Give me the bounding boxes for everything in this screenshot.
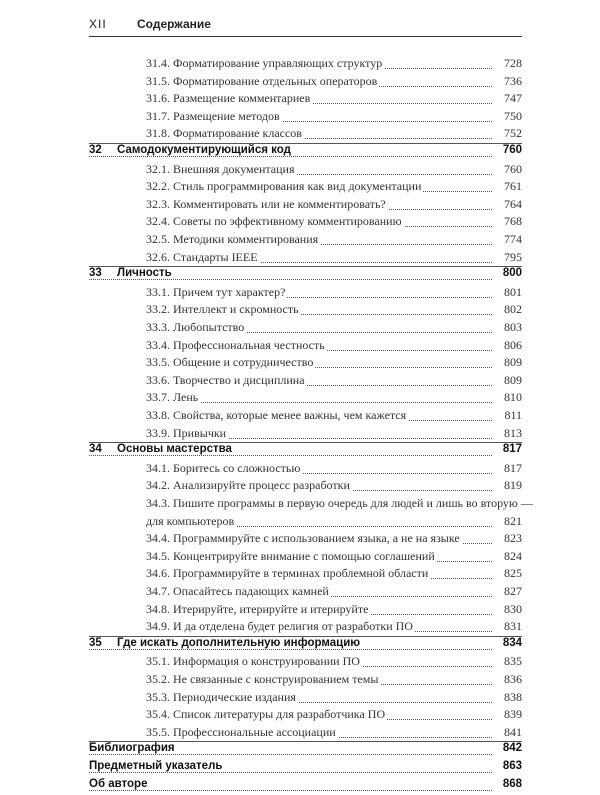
chapter-entry <box>89 443 522 460</box>
entry-page: 811 <box>504 408 522 422</box>
entry-page: 838 <box>504 689 522 704</box>
entry-page: 834 <box>502 636 522 649</box>
toc-entry <box>146 232 522 249</box>
entry-title: 34.7. Опасайтесь падающих камней <box>146 584 329 598</box>
toc-entry <box>146 162 522 179</box>
entry-page: 764 <box>504 196 522 211</box>
chapter-number: 35 <box>89 636 102 649</box>
entry-title: Об авторе <box>89 777 148 790</box>
toc-entry <box>146 584 522 601</box>
entry-title: 31.7. Размещение методов <box>146 108 280 123</box>
entry-page: 800 <box>502 267 522 280</box>
entry-page: 768 <box>504 214 522 229</box>
entry-title: 32.3. Комментировать или не комментировать? <box>146 196 386 211</box>
entry-title: Где искать дополнительную информацию <box>117 636 361 649</box>
toc-entry <box>146 725 522 742</box>
entry-page: 819 <box>504 478 522 493</box>
toc-entry <box>146 390 522 407</box>
entry-page: 839 <box>504 707 522 722</box>
toc-entry <box>146 109 522 126</box>
toc-entry <box>146 461 522 478</box>
chapter-number: 34 <box>89 443 102 456</box>
entry-title: 33.6. Творчество и дисциплина <box>146 372 305 387</box>
leader-dots <box>89 156 492 157</box>
entry-page: 803 <box>504 320 522 334</box>
toc-entry <box>146 602 522 619</box>
toc-entry <box>146 320 522 337</box>
toc-entry <box>146 690 522 707</box>
entry-title: 35.3. Периодические издания <box>146 689 296 704</box>
entry-title: 34.5. Концентрируйте внимание с помощью соглашений <box>146 548 435 563</box>
entry-page: 821 <box>504 513 522 528</box>
toc-entry <box>146 91 522 108</box>
entry-page: 868 <box>502 777 522 790</box>
entry-page: 760 <box>502 144 522 156</box>
toc-entry <box>146 302 522 319</box>
toc-entry <box>146 408 522 425</box>
entry-title: 33.2. Интеллект и скромность <box>146 302 299 317</box>
entry-title: 32.4. Советы по эффективному комментированию <box>146 214 402 229</box>
entry-title: 33.5. Общение и сотрудничество <box>146 355 314 370</box>
entry-title: 32.5. Методики комментирования <box>146 232 319 246</box>
entry-title: 35.4. Список литературы для разработчика ПО <box>146 707 386 722</box>
entry-page: 752 <box>504 126 522 141</box>
leader-dots <box>89 790 492 791</box>
entry-page: 728 <box>504 56 522 70</box>
entry-title: 34.4. Программируйте с использованием языка, а не на языке <box>146 531 460 546</box>
entry-title: 34.2. Анализируйте процесс разработки <box>146 478 350 493</box>
entry-page: 823 <box>504 531 522 546</box>
toc-entry <box>146 250 522 267</box>
leader-dots <box>89 279 492 280</box>
entry-title: Предметный указатель <box>89 760 223 772</box>
entry-title: 32.1. Внешняя документация <box>146 161 295 176</box>
entry-title: 34.8. Итерируйте, итерируйте и итерируйте <box>146 601 369 616</box>
toc-entry <box>146 514 522 531</box>
toc-entry <box>146 672 522 689</box>
entry-title: 35.5. Профессиональные ассоциации <box>146 724 336 739</box>
entry-page: 806 <box>504 337 522 352</box>
entry-page: 760 <box>504 161 522 176</box>
entry-page: 831 <box>504 619 522 634</box>
entry-page: 825 <box>504 566 522 581</box>
toc-entry <box>146 531 522 548</box>
entry-page: 750 <box>504 108 522 123</box>
leader-dots <box>89 772 492 773</box>
entry-page: 810 <box>504 390 522 405</box>
toc-entry <box>146 355 522 372</box>
entry-title: 33.1. Причем тут характер? <box>146 284 286 299</box>
toc-entry <box>146 74 522 91</box>
entry-title: для компьютеров <box>146 513 235 528</box>
entry-title: 31.5. Форматирование отдельных операторов <box>146 73 378 88</box>
entry-title: 32.6. Стандарты IEEE <box>146 249 258 264</box>
toc-entry <box>146 56 522 73</box>
entry-title: 35.1. Информация о конструировании ПО <box>146 654 360 669</box>
entry-title: 33.7. Лень <box>146 390 199 405</box>
chapter-entry <box>89 144 522 161</box>
chapter-number: 33 <box>89 267 102 280</box>
chapter-number: 32 <box>89 144 102 156</box>
entry-page: 801 <box>504 284 522 299</box>
entry-page: 817 <box>502 443 522 456</box>
toc-entry <box>146 179 522 196</box>
page-number: XII <box>89 17 107 31</box>
toc-entry <box>146 654 522 671</box>
entry-title: 33.9. Привычки <box>146 425 227 440</box>
chapter-entry <box>89 637 522 654</box>
toc-entry-line: 34.3. Пишите программы в первую очередь для людей и лишь во вторую — <box>146 496 533 510</box>
toc-entry <box>146 707 522 724</box>
toc-entry <box>146 373 522 390</box>
toc-entry <box>146 566 522 583</box>
entry-page: 817 <box>504 460 522 475</box>
entry-page: 809 <box>504 355 522 370</box>
entry-page: 824 <box>504 548 522 563</box>
leader-dots <box>89 455 492 456</box>
toc-entry <box>89 742 522 759</box>
entry-page: 841 <box>504 724 522 739</box>
toc-entry <box>146 214 522 231</box>
toc-entry <box>89 760 522 777</box>
entry-title: 31.4. Форматирование управляющих структур <box>146 56 383 70</box>
running-title: Содержание <box>137 17 211 31</box>
toc-entry <box>146 338 522 355</box>
entry-page: 830 <box>504 601 522 616</box>
leader-dots <box>89 754 492 755</box>
entry-title: 33.3. Любопытство <box>146 320 245 334</box>
entry-title: Библиография <box>89 742 175 755</box>
entry-page: 863 <box>502 760 522 772</box>
entry-title: Основы мастерства <box>117 443 232 456</box>
entry-title: 32.2. Стиль программирования как вид документации <box>146 179 422 194</box>
entry-page: 813 <box>504 425 522 440</box>
entry-page: 795 <box>504 249 522 264</box>
entry-page: 747 <box>504 91 522 106</box>
entry-title: Самодокументирующийся код <box>117 144 291 156</box>
entry-title: 31.6. Размещение комментариев <box>146 91 311 106</box>
toc-entry <box>146 285 522 302</box>
leader-dots <box>89 649 492 650</box>
entry-title: 34.6. Программируйте в терминах проблемной области <box>146 566 429 581</box>
entry-page: 827 <box>504 584 522 598</box>
toc-entry <box>146 478 522 495</box>
entry-page: 774 <box>504 232 522 246</box>
toc-entry <box>146 197 522 214</box>
entry-title: Личность <box>117 267 172 280</box>
entry-title: 33.4. Профессиональная честность <box>146 337 325 352</box>
entry-title: 34.1. Боритесь со сложностью <box>146 460 301 475</box>
toc-entry <box>146 619 522 636</box>
toc-entry <box>146 126 522 143</box>
toc-entry <box>89 778 522 795</box>
entry-title: 31.8. Форматирование классов <box>146 126 302 141</box>
entry-page: 835 <box>504 654 522 669</box>
entry-page: 802 <box>504 302 522 317</box>
entry-title: 35.2. Не связанные с конструированием темы <box>146 672 379 686</box>
chapter-entry <box>89 267 522 284</box>
entry-page: 761 <box>504 179 522 194</box>
page-header <box>89 14 522 37</box>
toc-entry <box>146 426 522 443</box>
entry-page: 736 <box>504 73 522 88</box>
entry-page: 809 <box>504 372 522 387</box>
entry-page: 842 <box>502 742 522 755</box>
entry-page: 836 <box>504 672 522 686</box>
entry-title: 33.8. Свойства, которые менее важны, чем кажется <box>146 408 407 422</box>
entry-title: 34.9. И да отделена будет религия от разработки ПО <box>146 619 413 634</box>
toc-entry <box>146 549 522 566</box>
